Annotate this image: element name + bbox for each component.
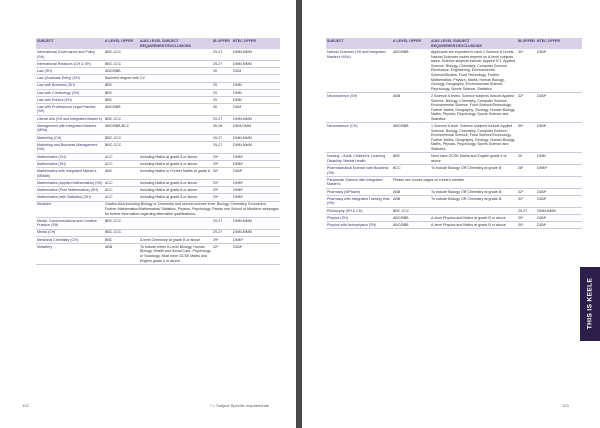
table-cell: 29* — [212, 179, 232, 186]
column-header: A/AS LEVEL SUBJECT REQUIREMENT/EXCLUSIONS — [430, 38, 517, 49]
table-cell — [139, 229, 212, 236]
subject-cell: Pharmacy with Integrated Training Year (SH) — [326, 195, 392, 207]
subject-cell: Physics (SH) — [326, 214, 392, 221]
table-cell: To include Biology OR Chemistry at grade B — [430, 165, 517, 177]
table-row — [36, 201, 280, 217]
table-row — [36, 244, 280, 265]
table-row — [326, 214, 582, 221]
side-tab-label: THIS IS KEELE — [586, 277, 594, 330]
table-cell — [139, 89, 212, 96]
table-row — [326, 165, 582, 177]
table-cell: 29-27 — [212, 115, 232, 122]
table-cell: DMM — [232, 89, 280, 96]
table-cell: 29 — [212, 89, 232, 96]
subject-cell: International Governance and Policy (SH) — [36, 49, 104, 60]
subject-cell: Mathematics (Pure Mathematics) (SH) — [36, 187, 104, 194]
table-row — [326, 177, 582, 189]
table-cell: ACC — [104, 161, 139, 168]
table-cell: ABB — [104, 244, 139, 265]
table-cell: DDM* — [232, 244, 280, 265]
table-cell: 29-27 — [212, 49, 232, 60]
table-cell: DDM* — [536, 195, 582, 207]
table-cell: 30-28 — [212, 123, 232, 135]
table-cell: ABC/BBB — [392, 222, 430, 229]
table-cell: DDM* — [536, 49, 582, 92]
table-cell: A-level Physics and Maths at grade B or above — [430, 214, 517, 221]
table-row — [36, 60, 280, 67]
footnote: * = Subject Specific requirements — [210, 403, 270, 408]
column-header: IB OFFER — [212, 38, 232, 49]
table-cell: DMM* — [232, 161, 280, 168]
table-cell: 29 — [212, 96, 232, 103]
table-cell: Please see course pages on Keele's website — [392, 177, 582, 189]
table-cell — [139, 104, 212, 116]
subject-cell: Nursing – Adult; Children's; Learning Disability; Mental Health — [326, 153, 392, 165]
table-row — [326, 153, 582, 165]
page-number-left: 122 — [22, 403, 29, 408]
subject-cell: Physics with Astrophysics (SH) — [326, 222, 392, 229]
table-cell: DMM* — [232, 236, 280, 243]
table-cell: 32* — [212, 244, 232, 265]
table-cell: DDM* — [536, 93, 582, 123]
table-cell: Including Maths at grade A or above — [139, 161, 212, 168]
table-cell: 30 — [212, 68, 232, 75]
table-cell: 29-27 — [212, 229, 232, 236]
column-header: A LEVEL OFFER — [392, 38, 430, 49]
table-cell — [139, 217, 212, 229]
subject-cell: Midwifery — [36, 244, 104, 265]
table-cell: 2 Science A levels. Science subjects include Applied Science, Biology, Chemistry, Computer Science, Environmental Science, Food Science/Technology, Further Maths, Geography, Geology, Human Biology, Maths, Physics, Psychology, Sports Science and Statistics — [431, 93, 516, 121]
table-cell — [139, 82, 212, 89]
side-tab — [580, 267, 600, 341]
table-cell: ABC/BBB — [104, 68, 139, 75]
table-row — [36, 89, 280, 96]
table-cell: DMM* — [232, 179, 280, 186]
table-cell: BBC-CCC — [104, 134, 139, 141]
table-cell: ABB — [392, 195, 430, 207]
table-row — [36, 115, 280, 122]
table-cell: 30* — [517, 123, 536, 153]
table-cell — [139, 142, 212, 154]
column-header: BTEC OFFER — [536, 38, 582, 49]
table-cell: BBC-CCC — [104, 115, 139, 122]
table-cell: 29-27 — [212, 142, 232, 154]
table-cell: DDM* — [536, 214, 582, 221]
table-cell: 32* — [517, 195, 536, 207]
table-header-row — [36, 38, 280, 49]
table-row — [36, 194, 280, 201]
subject-cell: Pharmaceutical Science with Business (SH) — [326, 165, 392, 177]
table-row — [36, 134, 280, 141]
table-cell: DMM-MMM — [232, 229, 280, 236]
subject-cell: Law (Graduate Entry) (SH) — [36, 75, 104, 82]
table-cell: 29* — [212, 194, 232, 201]
table-cell: ACC — [104, 187, 139, 194]
table-cell: ABB — [392, 188, 430, 195]
subject-cell: Mathematics (CH) — [36, 153, 104, 160]
subject-cell: Mathematics with Integrated Master's (MMath) — [36, 168, 104, 180]
table-cell: BBC-CCC — [104, 142, 139, 154]
table-row — [36, 68, 280, 75]
table-cell: 30* — [517, 214, 536, 221]
table-cell: 29-27 — [212, 134, 232, 141]
table-cell — [139, 123, 212, 135]
subject-cell: Marketing and Business Management (SH) — [36, 142, 104, 154]
subject-cell: Law with Politics (SH) — [36, 96, 104, 103]
table-cell: 30* — [212, 168, 232, 180]
table-cell: ABB — [392, 93, 430, 123]
table-row — [36, 123, 280, 135]
table-cell: Grades AAA including Biology or Chemistry and second science from: Biology, Chemistry, Economics, Further Mathematics/Mathematics/ Statistics, Physics, Psychology. Please see School of Medicine webpages for further information regarding alternative qualifications. — [105, 202, 279, 216]
table-row — [36, 161, 280, 168]
subject-cell: Marketing (CH) — [36, 134, 104, 141]
table-cell: To include Biology OR Chemistry at grade B. — [430, 188, 517, 195]
table-row — [326, 207, 582, 214]
table-cell: Applicants are expected to have 2 Science A Levels. Natural Sciences routes depend on A-level subjects taken. Science subjects include: Applied ICT, Applied Science, Biology, Chemistry, Computer Science, Electronics, Engineering, Environmental Science/Studies, Food Technology, Further Mathematics, Physics, Maths, Human Biology, Geology, Geography, Environmental Science, Psychology, Sports Science, Statistics — [431, 49, 516, 91]
table-cell — [139, 115, 212, 122]
table-row — [36, 187, 280, 194]
table-cell: 30 — [212, 104, 232, 116]
table-cell: 32* — [517, 188, 536, 195]
subject-cell: Medicine — [36, 201, 104, 217]
table-cell: BBC-CCC — [104, 229, 139, 236]
table-cell: 29 — [212, 82, 232, 89]
table-row — [36, 236, 280, 243]
subject-cell: International Relations (CH & SH) — [36, 60, 104, 67]
table-cell: BBC-CCC — [104, 217, 139, 229]
table-cell: 29* — [212, 153, 232, 160]
table-cell: BBC — [104, 96, 139, 103]
table-cell — [139, 68, 212, 75]
table-cell: 29-27 — [517, 207, 536, 214]
table-cell — [139, 60, 212, 67]
table-cell: BBC-CCC — [104, 60, 139, 67]
table-cell: DMM-MMM — [232, 115, 280, 122]
table-cell: BBC — [392, 153, 430, 165]
table-cell: A level Chemistry at grade B or above — [139, 236, 212, 243]
table-cell: DMM* — [232, 194, 280, 201]
table-cell: DDM* — [536, 222, 582, 229]
table-cell: DMM* — [232, 187, 280, 194]
page-number-right: 123 — [562, 403, 569, 408]
table-cell — [139, 134, 212, 141]
table-cell: DMM* — [536, 165, 582, 177]
table-cell: Bachelor degree with 2:2 — [104, 75, 280, 82]
table-cell: Including Maths at grade A or above — [139, 179, 212, 186]
table-row — [326, 195, 582, 207]
subject-cell: Pharmacy (MPharm) — [326, 188, 392, 195]
table-row — [326, 49, 582, 92]
table-cell: Including Maths or Further Maths at grade A — [139, 168, 212, 180]
table-cell: A-level Physics and Maths at grade B or above — [430, 222, 517, 229]
table-row — [36, 49, 280, 60]
table-row — [326, 188, 582, 195]
table-cell: DMM-MMM — [232, 60, 280, 67]
table-row — [326, 222, 582, 229]
column-header: A/AS LEVEL SUBJECT REQUIREMENT/EXCLUSIONS — [139, 38, 212, 49]
table-cell: DMM-MMM — [232, 142, 280, 154]
table-cell: 29* — [212, 161, 232, 168]
table-row — [326, 93, 582, 123]
table-cell: Including Maths at grade A or above — [139, 153, 212, 160]
column-header: BTEC OFFER — [232, 38, 280, 49]
table-cell: ABC/BBB — [104, 104, 139, 116]
table-cell: DDM* — [232, 168, 280, 180]
table-cell: DDM — [232, 68, 280, 75]
table-row — [36, 75, 280, 82]
table-cell: 1 Science A level. Science subjects include Applied Science, Biology, Chemistry, Computer Science, Environmental Science, Food Science/Technology, Further Maths, Geography, Geology, Human Biology, Maths, Physics, Psychology, Sports Science and Statistics — [431, 124, 516, 152]
subject-cell: Neuroscience (CH) — [326, 123, 392, 153]
table-cell: DMM-MMM — [536, 207, 582, 214]
subject-cell: Law with Business (SH) — [36, 82, 104, 89]
column-header: A LEVEL OFFER — [104, 38, 139, 49]
table-row — [36, 96, 280, 103]
table-cell: DDM* — [536, 123, 582, 153]
table-cell: DMM* — [232, 153, 280, 160]
table-cell: DMM — [232, 82, 280, 89]
subject-cell: Media (CH) — [36, 229, 104, 236]
table-row — [36, 153, 280, 160]
table-cell: ABC/BBB — [392, 123, 430, 153]
table-cell: 29-27 — [212, 60, 232, 67]
entry-requirements-table-left — [36, 38, 280, 265]
subject-cell: Law (SH) — [36, 68, 104, 75]
table-cell: BBC — [104, 89, 139, 96]
table-row — [36, 229, 280, 236]
table-cell: DDM — [232, 104, 280, 116]
table-row — [36, 179, 280, 186]
table-cell: BBC — [104, 82, 139, 89]
table-cell: ACC — [104, 194, 139, 201]
table-cell: Must have GCSE Maths and English grade 4 or above — [430, 153, 517, 165]
table-cell: DMM-MMM — [232, 217, 280, 229]
table-cell: 29 — [517, 153, 536, 165]
table-cell: DDM-DMM — [232, 123, 280, 135]
subject-cell: Medicinal Chemistry (CH) — [36, 236, 104, 243]
table-row — [36, 142, 280, 154]
right-page — [302, 0, 600, 428]
subject-cell: Media, Communications and Creative Practice (SH) — [36, 217, 104, 229]
table-cell: ABC/BBB — [392, 49, 430, 92]
column-header: IB OFFER — [517, 38, 536, 49]
table-cell: DMM-MMM — [232, 49, 280, 60]
table-cell: To include either A Level Biology, Human Biology, Health and Social Care, Psychology or Sociology. Must have GCSE Maths and English grade 4 or above — [140, 244, 211, 263]
table-header-row — [326, 38, 582, 49]
table-cell: DMM — [536, 153, 582, 165]
table-cell: BBC-CCC — [104, 49, 139, 60]
subject-cell: Mathematics (with Statistics) (SH) — [36, 194, 104, 201]
table-row — [36, 217, 280, 229]
table-cell: 32* — [517, 93, 536, 123]
subject-cell: Law with Criminology (SH) — [36, 89, 104, 96]
subject-cell: Management with Integrated Masters (MSci) — [36, 123, 104, 135]
subject-cell: Law with Professional Legal Practice (SH) — [36, 104, 104, 116]
left-page — [0, 0, 296, 428]
table-cell: 28* — [517, 165, 536, 177]
table-cell: ACC — [104, 153, 139, 160]
table-cell — [139, 49, 212, 60]
table-row — [326, 123, 582, 153]
table-cell: To include Biology OR Chemistry at grade B. — [430, 195, 517, 207]
table-cell — [430, 207, 517, 214]
entry-requirements-table-right — [326, 38, 582, 229]
table-cell: 29* — [212, 236, 232, 243]
subject-cell: Mathematics (SH) — [36, 161, 104, 168]
table-cell: Including Maths at grade A or above — [139, 194, 212, 201]
table-cell: DMM-MMM — [232, 134, 280, 141]
table-cell: DDM* — [536, 188, 582, 195]
subject-cell: Neuroscience (SH) — [326, 93, 392, 123]
table-cell — [139, 96, 212, 103]
table-cell: ABC/BBB — [392, 214, 430, 221]
table-row — [36, 82, 280, 89]
subject-cell: Paramedic Science with Integrated Master's — [326, 177, 392, 189]
column-header: SUBJECT — [36, 38, 104, 49]
subject-cell: Mathematics (Applied Mathematics) (SH) — [37, 180, 103, 185]
table-cell: 29* — [212, 187, 232, 194]
table-cell: ABC/BBB-BCC — [104, 123, 139, 135]
table-row — [36, 104, 280, 116]
table-cell: 30* — [517, 222, 536, 229]
subject-cell: Natural Sciences (SH and Integrated Master's MSci) — [326, 49, 392, 92]
table-cell: BBC — [104, 236, 139, 243]
table-cell: BBC-CCC — [392, 207, 430, 214]
table-cell: 30* — [517, 49, 536, 92]
table-cell: ACC — [104, 179, 139, 186]
table-cell: 29-27 — [212, 217, 232, 229]
table-row — [36, 168, 280, 180]
table-cell: Including Maths at grade A or above — [139, 187, 212, 194]
table-cell: DMM — [232, 96, 280, 103]
table-cell: ABC — [104, 168, 139, 180]
column-header: SUBJECT — [326, 38, 392, 49]
subject-cell: Liberal Arts (SH and Integrated Master's) — [37, 116, 103, 121]
subject-cell: Philosophy (SH & CH) — [326, 207, 392, 214]
table-cell: BCC — [392, 165, 430, 177]
